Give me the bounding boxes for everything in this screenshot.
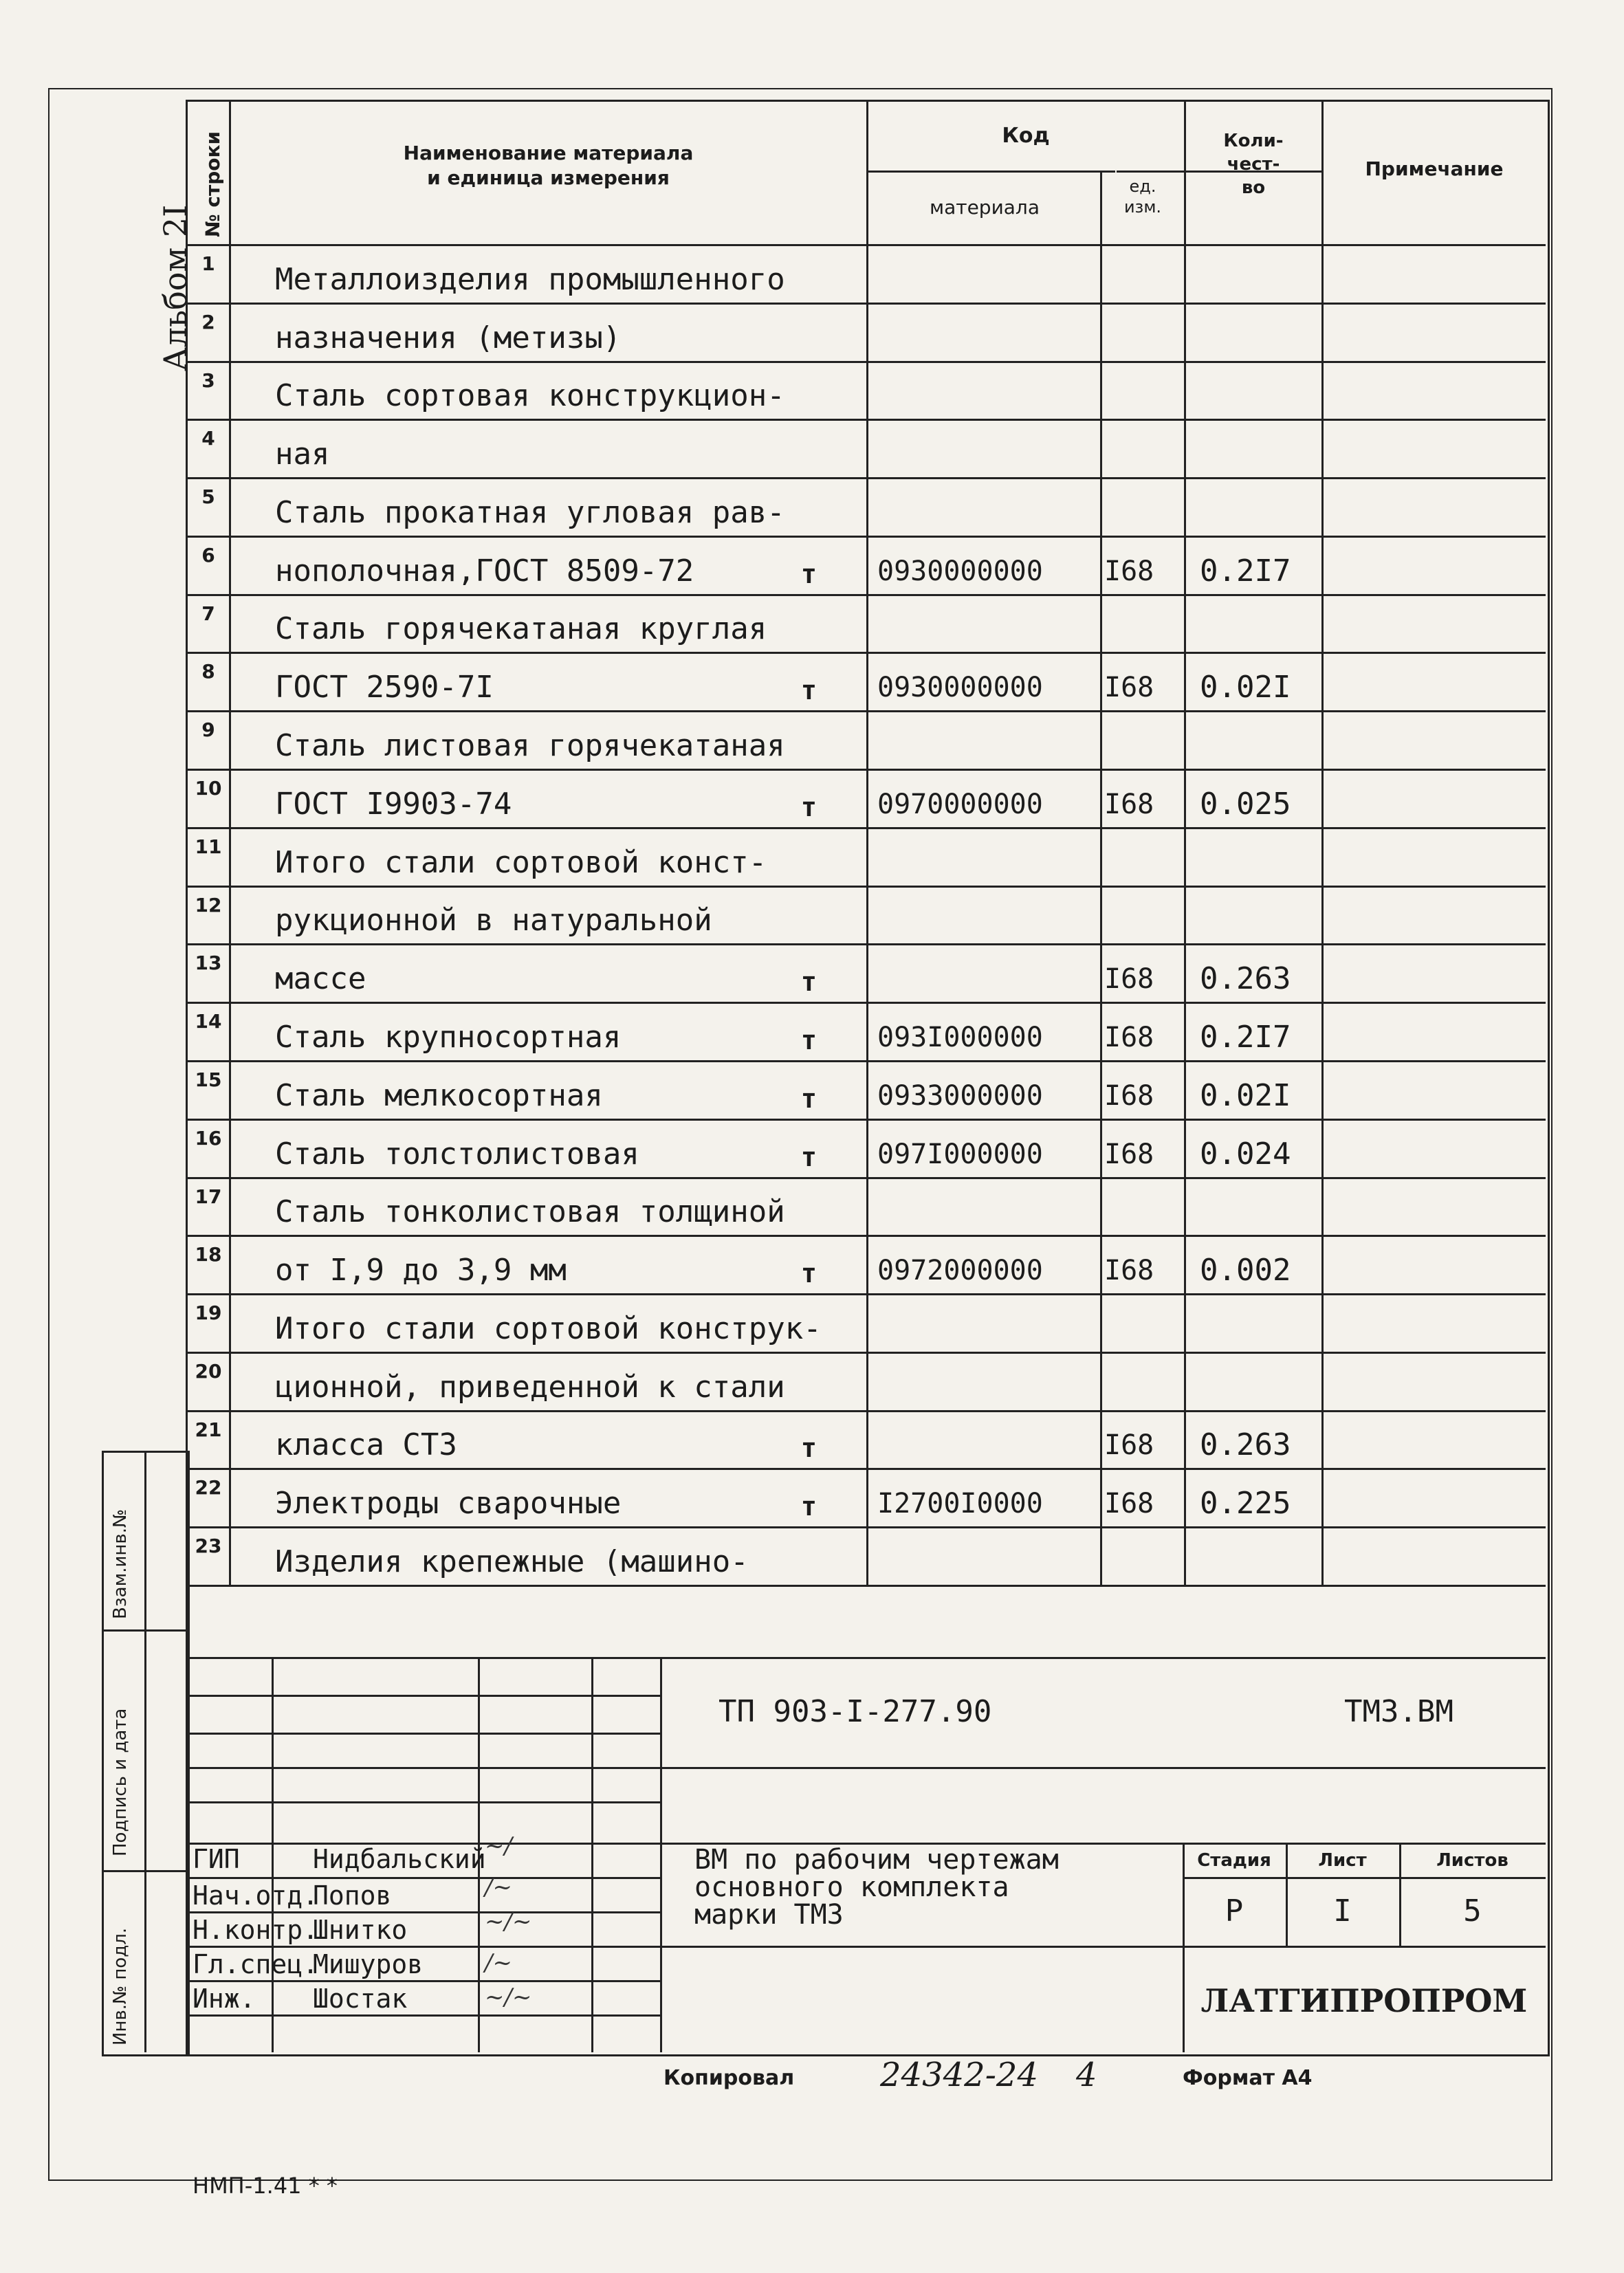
list-label: Лист <box>1318 1850 1367 1871</box>
row-unit-letter: т <box>801 967 817 998</box>
row-number: 17 <box>195 1185 222 1208</box>
row-name: Сталь толстолистовая <box>275 1136 639 1172</box>
signature: ~/~ <box>485 1984 532 2011</box>
signature: /~ <box>485 1949 512 1977</box>
header-material: материала <box>929 196 1040 219</box>
row-quantity: 0.025 <box>1200 786 1291 822</box>
row-quantity: 0.02I <box>1200 1077 1291 1113</box>
signer-role: Н.контр. <box>193 1915 319 1945</box>
row-name: Итого стали сортовой конструк- <box>275 1310 822 1346</box>
row-material-code: 0972000000 <box>877 1255 1043 1287</box>
row-unit-code: I68 <box>1104 555 1154 587</box>
copied-label: Копировал <box>663 2066 795 2090</box>
row-name: Сталь крупносортная <box>275 1019 622 1055</box>
row-name: назначения (метизы) <box>275 320 622 355</box>
header-note: Примечание <box>1365 157 1504 180</box>
row-unit-letter: т <box>801 675 817 706</box>
row-unit-letter: т <box>801 1141 817 1172</box>
row-material-code: 0930000000 <box>877 672 1043 704</box>
row-quantity: 0.225 <box>1200 1486 1291 1522</box>
row-unit-letter: т <box>801 1083 817 1114</box>
row-name: Сталь мелкосортная <box>275 1077 603 1113</box>
album-label: Альбом 2I <box>157 204 194 371</box>
row-number: 5 <box>201 485 215 509</box>
row-unit-letter: т <box>801 1258 817 1289</box>
row-quantity: 0.002 <box>1200 1253 1291 1288</box>
signature: ~/~ <box>485 1908 532 1935</box>
header-unit: ед. изм. <box>1123 177 1162 217</box>
row-number: 8 <box>201 660 215 683</box>
row-unit-code: I68 <box>1104 1255 1154 1287</box>
listov-label: Листов <box>1436 1850 1508 1871</box>
header-code: Код <box>1002 124 1050 148</box>
row-number: 1 <box>201 252 215 275</box>
doc-code: ТП 903-I-277.90 <box>718 1694 992 1729</box>
row-number: 18 <box>195 1243 222 1266</box>
row-material-code: 0930000000 <box>877 555 1043 587</box>
row-number: 11 <box>195 835 222 858</box>
row-number: 4 <box>201 427 215 450</box>
header-row-no: № строки <box>201 131 224 237</box>
org-name: ЛАТГИПРОПРОМ <box>1200 1982 1528 2019</box>
signer-role: Гл.спец. <box>193 1949 319 1979</box>
row-name: Сталь тонколистовая толщиной <box>275 1194 785 1230</box>
row-name: массе <box>275 961 366 997</box>
inv-podl-label: Инв.№ подл. <box>110 1927 131 2045</box>
row-name: ГОСТ 2590-7I <box>275 670 494 705</box>
copy-sheet: 4 <box>1076 2056 1097 2094</box>
row-name: ционной, приведенной к стали <box>275 1369 785 1405</box>
table-row <box>186 419 1546 477</box>
row-name: Сталь горячекатаная круглая <box>275 611 767 647</box>
row-number: 22 <box>195 1476 222 1500</box>
row-name: Изделия крепежные (машино- <box>275 1544 749 1579</box>
row-number: 20 <box>195 1359 222 1383</box>
row-number: 23 <box>195 1535 222 1558</box>
row-material-code: 0970000000 <box>877 788 1043 820</box>
signer-name: Нидбальский <box>313 1844 486 1874</box>
row-name: ГОСТ I9903-74 <box>275 786 512 822</box>
signer-name: Попов <box>313 1880 392 1911</box>
signer-name: Шостак <box>313 1984 408 2014</box>
signer-name: Шнитко <box>313 1915 408 1945</box>
row-unit-code: I68 <box>1104 1429 1154 1462</box>
signer-role: Нач.отд. <box>193 1880 319 1911</box>
row-quantity: 0.024 <box>1200 1136 1291 1172</box>
format-label: Формат А4 <box>1183 2066 1313 2090</box>
stadia-value: Р <box>1225 1893 1244 1929</box>
row-number: 15 <box>195 1068 222 1091</box>
row-number: 21 <box>195 1418 222 1441</box>
row-number: 16 <box>195 1126 222 1150</box>
row-number: 10 <box>195 777 222 800</box>
signer-role: ГИП <box>193 1844 240 1874</box>
row-unit-code: I68 <box>1104 1021 1154 1053</box>
row-unit-letter: т <box>801 558 817 589</box>
signer-name: Мишуров <box>313 1949 424 1979</box>
row-name: Металлоизделия промышленного <box>275 261 785 297</box>
row-material-code: I2700I0000 <box>877 1488 1043 1520</box>
row-unit-code: I68 <box>1104 788 1154 820</box>
row-number: 6 <box>201 543 215 567</box>
row-material-code: 097I000000 <box>877 1138 1043 1170</box>
row-quantity: 0.263 <box>1200 961 1291 997</box>
row-quantity: 0.2I7 <box>1200 553 1291 589</box>
row-unit-letter: т <box>801 1433 817 1464</box>
row-unit-code: I68 <box>1104 1488 1154 1520</box>
vzam-label: Взам.инв.№ <box>110 1509 131 1619</box>
header-name: Наименование материала и единица измерения <box>403 142 694 189</box>
row-unit-code: I68 <box>1104 672 1154 704</box>
row-name: Сталь листовая горячекатаная <box>275 728 785 764</box>
doc-title: ВМ по рабочим чертежам основного комплекта марки ТМ3 <box>694 1844 1059 1931</box>
row-name: нополочная,ГОСТ 8509-72 <box>275 553 694 589</box>
row-unit-code: I68 <box>1104 1079 1154 1112</box>
row-material-code: 093I000000 <box>877 1021 1043 1053</box>
row-number: 13 <box>195 952 222 975</box>
signature: ~/ <box>485 1832 512 1860</box>
table-row <box>186 943 1546 1002</box>
row-unit-code: I68 <box>1104 963 1154 996</box>
list-value: I <box>1333 1893 1352 1929</box>
row-name: от I,9 до 3,9 мм <box>275 1253 567 1288</box>
listov-value: 5 <box>1463 1893 1482 1929</box>
row-name: ная <box>275 437 330 472</box>
row-number: 3 <box>201 369 215 392</box>
row-unit-letter: т <box>801 1024 817 1055</box>
podpis-label: Подпись и дата <box>110 1708 131 1856</box>
row-name: Электроды сварочные <box>275 1486 622 1522</box>
row-name: Сталь сортовая конструкцион- <box>275 378 785 414</box>
row-number: 12 <box>195 893 222 916</box>
copy-number: 24342-24 <box>880 2056 1038 2094</box>
row-name: Сталь прокатная угловая рав- <box>275 494 785 530</box>
row-quantity: 0.02I <box>1200 670 1291 705</box>
signer-role: Инж. <box>193 1984 256 2014</box>
signature: /~ <box>485 1874 512 1901</box>
row-name: Итого стали сортовой конст- <box>275 844 767 880</box>
header-qty: Коли- чест- во <box>1223 131 1284 198</box>
nmp-label: НМП-1.41 * * <box>193 2173 338 2199</box>
row-unit-code: I68 <box>1104 1138 1154 1170</box>
row-number: 14 <box>195 1010 222 1033</box>
row-number: 9 <box>201 718 215 742</box>
row-material-code: 0933000000 <box>877 1079 1043 1112</box>
row-number: 7 <box>201 602 215 625</box>
row-name: класса СТ3 <box>275 1427 457 1463</box>
row-unit-letter: т <box>801 1491 817 1522</box>
row-quantity: 0.2I7 <box>1200 1019 1291 1055</box>
row-unit-letter: т <box>801 791 817 822</box>
row-name: рукционной в натуральной <box>275 903 712 938</box>
row-quantity: 0.263 <box>1200 1427 1291 1463</box>
doc-mark: ТМ3.ВМ <box>1344 1694 1453 1729</box>
stadia-label: Стадия <box>1197 1850 1271 1871</box>
row-number: 2 <box>201 310 215 333</box>
row-number: 19 <box>195 1302 222 1325</box>
